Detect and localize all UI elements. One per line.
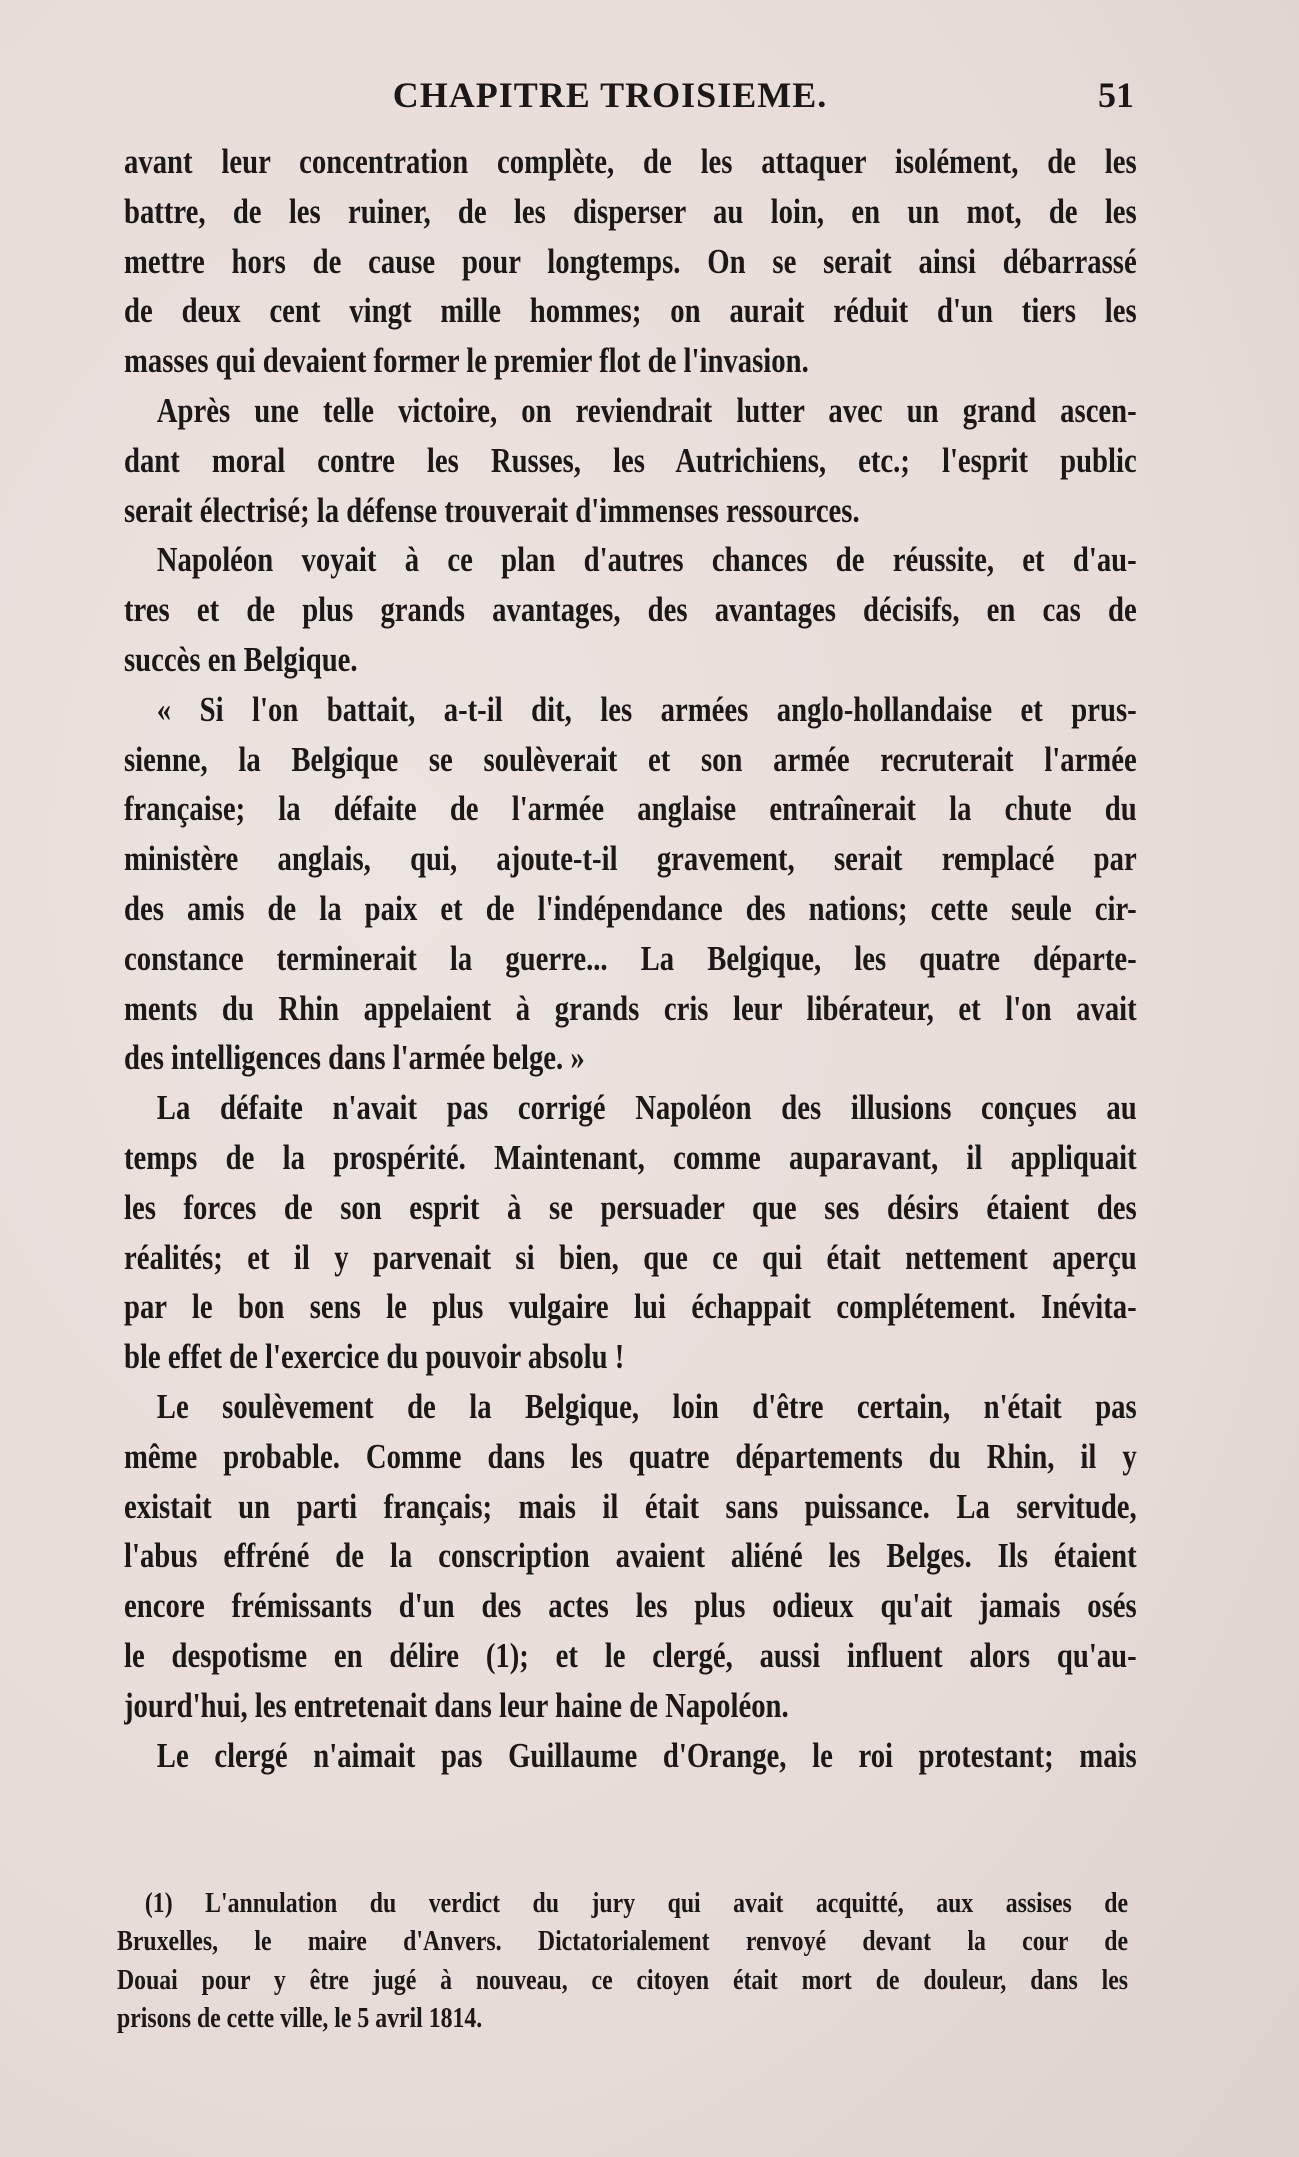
text-line: de deux cent vingt mille hommes; on aurait réduit d'un tiers les [124, 291, 1137, 331]
text-line: ministère anglais, qui, ajoute-t-il gravement, serait remplacé par [124, 839, 1137, 879]
text-line: ble effet de l'exercice du pouvoir absolu ! [124, 1337, 625, 1377]
text-line: des amis de la paix et de l'indépendance des nations; cette seule cir- [124, 888, 1137, 928]
text-line: tres et de plus grands avantages, des avantages décisifs, en cas de [124, 590, 1137, 630]
text-line: temps de la prospérité. Maintenant, comme auparavant, il appliquait [124, 1137, 1137, 1177]
text-line: Le soulèvement de la Belgique, loin d'être certain, n'était pas [156, 1386, 1137, 1426]
text-line: Le clergé n'aimait pas Guillaume d'Orange, le roi protestant; mais [156, 1735, 1137, 1775]
text-line: sienne, la Belgique se soulèverait et son armée recruterait l'armée [124, 739, 1137, 779]
text-line: constance terminerait la guerre... La Belgique, les quatre départe- [124, 938, 1137, 978]
page-number: 51 [1098, 75, 1134, 115]
text-line: succès en Belgique. [124, 639, 358, 679]
footnote-line: Douai pour y être jugé à nouveau, ce citoyen était mort de douleur, dans les [117, 1963, 1129, 1996]
footnote-line: (1) L'annulation du verdict du jury qui avait acquitté, aux assises de [144, 1887, 1129, 1919]
text-line: mettre hors de cause pour longtemps. On se serait ainsi débarrassé [124, 241, 1137, 281]
footnote [117, 1884, 1128, 2037]
running-header: CHAPITRE TROISIEME. [392, 75, 828, 115]
text-line: même probable. Comme dans les quatre départements du Rhin, il y [124, 1436, 1137, 1476]
text-line: jourd'hui, les entretenait dans leur haine de Napoléon. [124, 1685, 789, 1725]
text-line: La défaite n'avait pas corrigé Napoléon des illusions conçues au [156, 1088, 1137, 1128]
text-line: existait un parti français; mais il était sans puissance. La servitude, [124, 1486, 1137, 1526]
text-line: battre, de les ruiner, de les disperser au loin, en un mot, de les [124, 191, 1137, 231]
text-line: le despotisme en délire (1); et le clergé, aussi influent alors qu'au- [124, 1635, 1137, 1675]
text-line: française; la défaite de l'armée anglaise entraînerait la chute du [124, 789, 1137, 829]
text-line: ments du Rhin appelaient à grands cris leur libérateur, et l'on avait [124, 988, 1137, 1028]
text-line: avant leur concentration complète, de les attaquer isolément, de les [124, 142, 1137, 181]
body-text [124, 137, 1137, 1780]
text-line: encore frémissants d'un des actes les plus odieux qu'ait jamais osés [124, 1586, 1137, 1626]
text-line: dant moral contre les Russes, les Autrichiens, etc.; l'esprit public [124, 440, 1137, 480]
footnote-line: Bruxelles, le maire d'Anvers. Dictatorialement renvoyé devant la cour de [117, 1925, 1129, 1958]
text-line: des intelligences dans l'armée belge. » [124, 1038, 585, 1078]
text-line: « Si l'on battait, a-t-il dit, les armées anglo-hollandaise et prus- [156, 689, 1137, 729]
text-line: les forces de son esprit à se persuader que ses désirs étaient des [124, 1187, 1137, 1227]
text-line: par le bon sens le plus vulgaire lui échappait complétement. Inévita- [124, 1287, 1137, 1327]
footnote-line: prisons de cette ville, le 5 avril 1814. [117, 2001, 483, 2034]
text-line: Napoléon voyait à ce plan d'autres chances de réussite, et d'au- [156, 540, 1137, 580]
text-line: réalités; et il y parvenait si bien, que ce qui était nettement aperçu [124, 1237, 1137, 1277]
text-line: Après une telle victoire, on reviendrait lutter avec un grand ascen- [156, 390, 1137, 430]
text-line: masses qui devaient former le premier flot de l'invasion. [124, 341, 809, 381]
text-line: serait électrisé; la défense trouverait d'immenses ressources. [124, 490, 860, 530]
text-line: l'abus effréné de la conscription avaient aliéné les Belges. Ils étaient [124, 1536, 1137, 1576]
